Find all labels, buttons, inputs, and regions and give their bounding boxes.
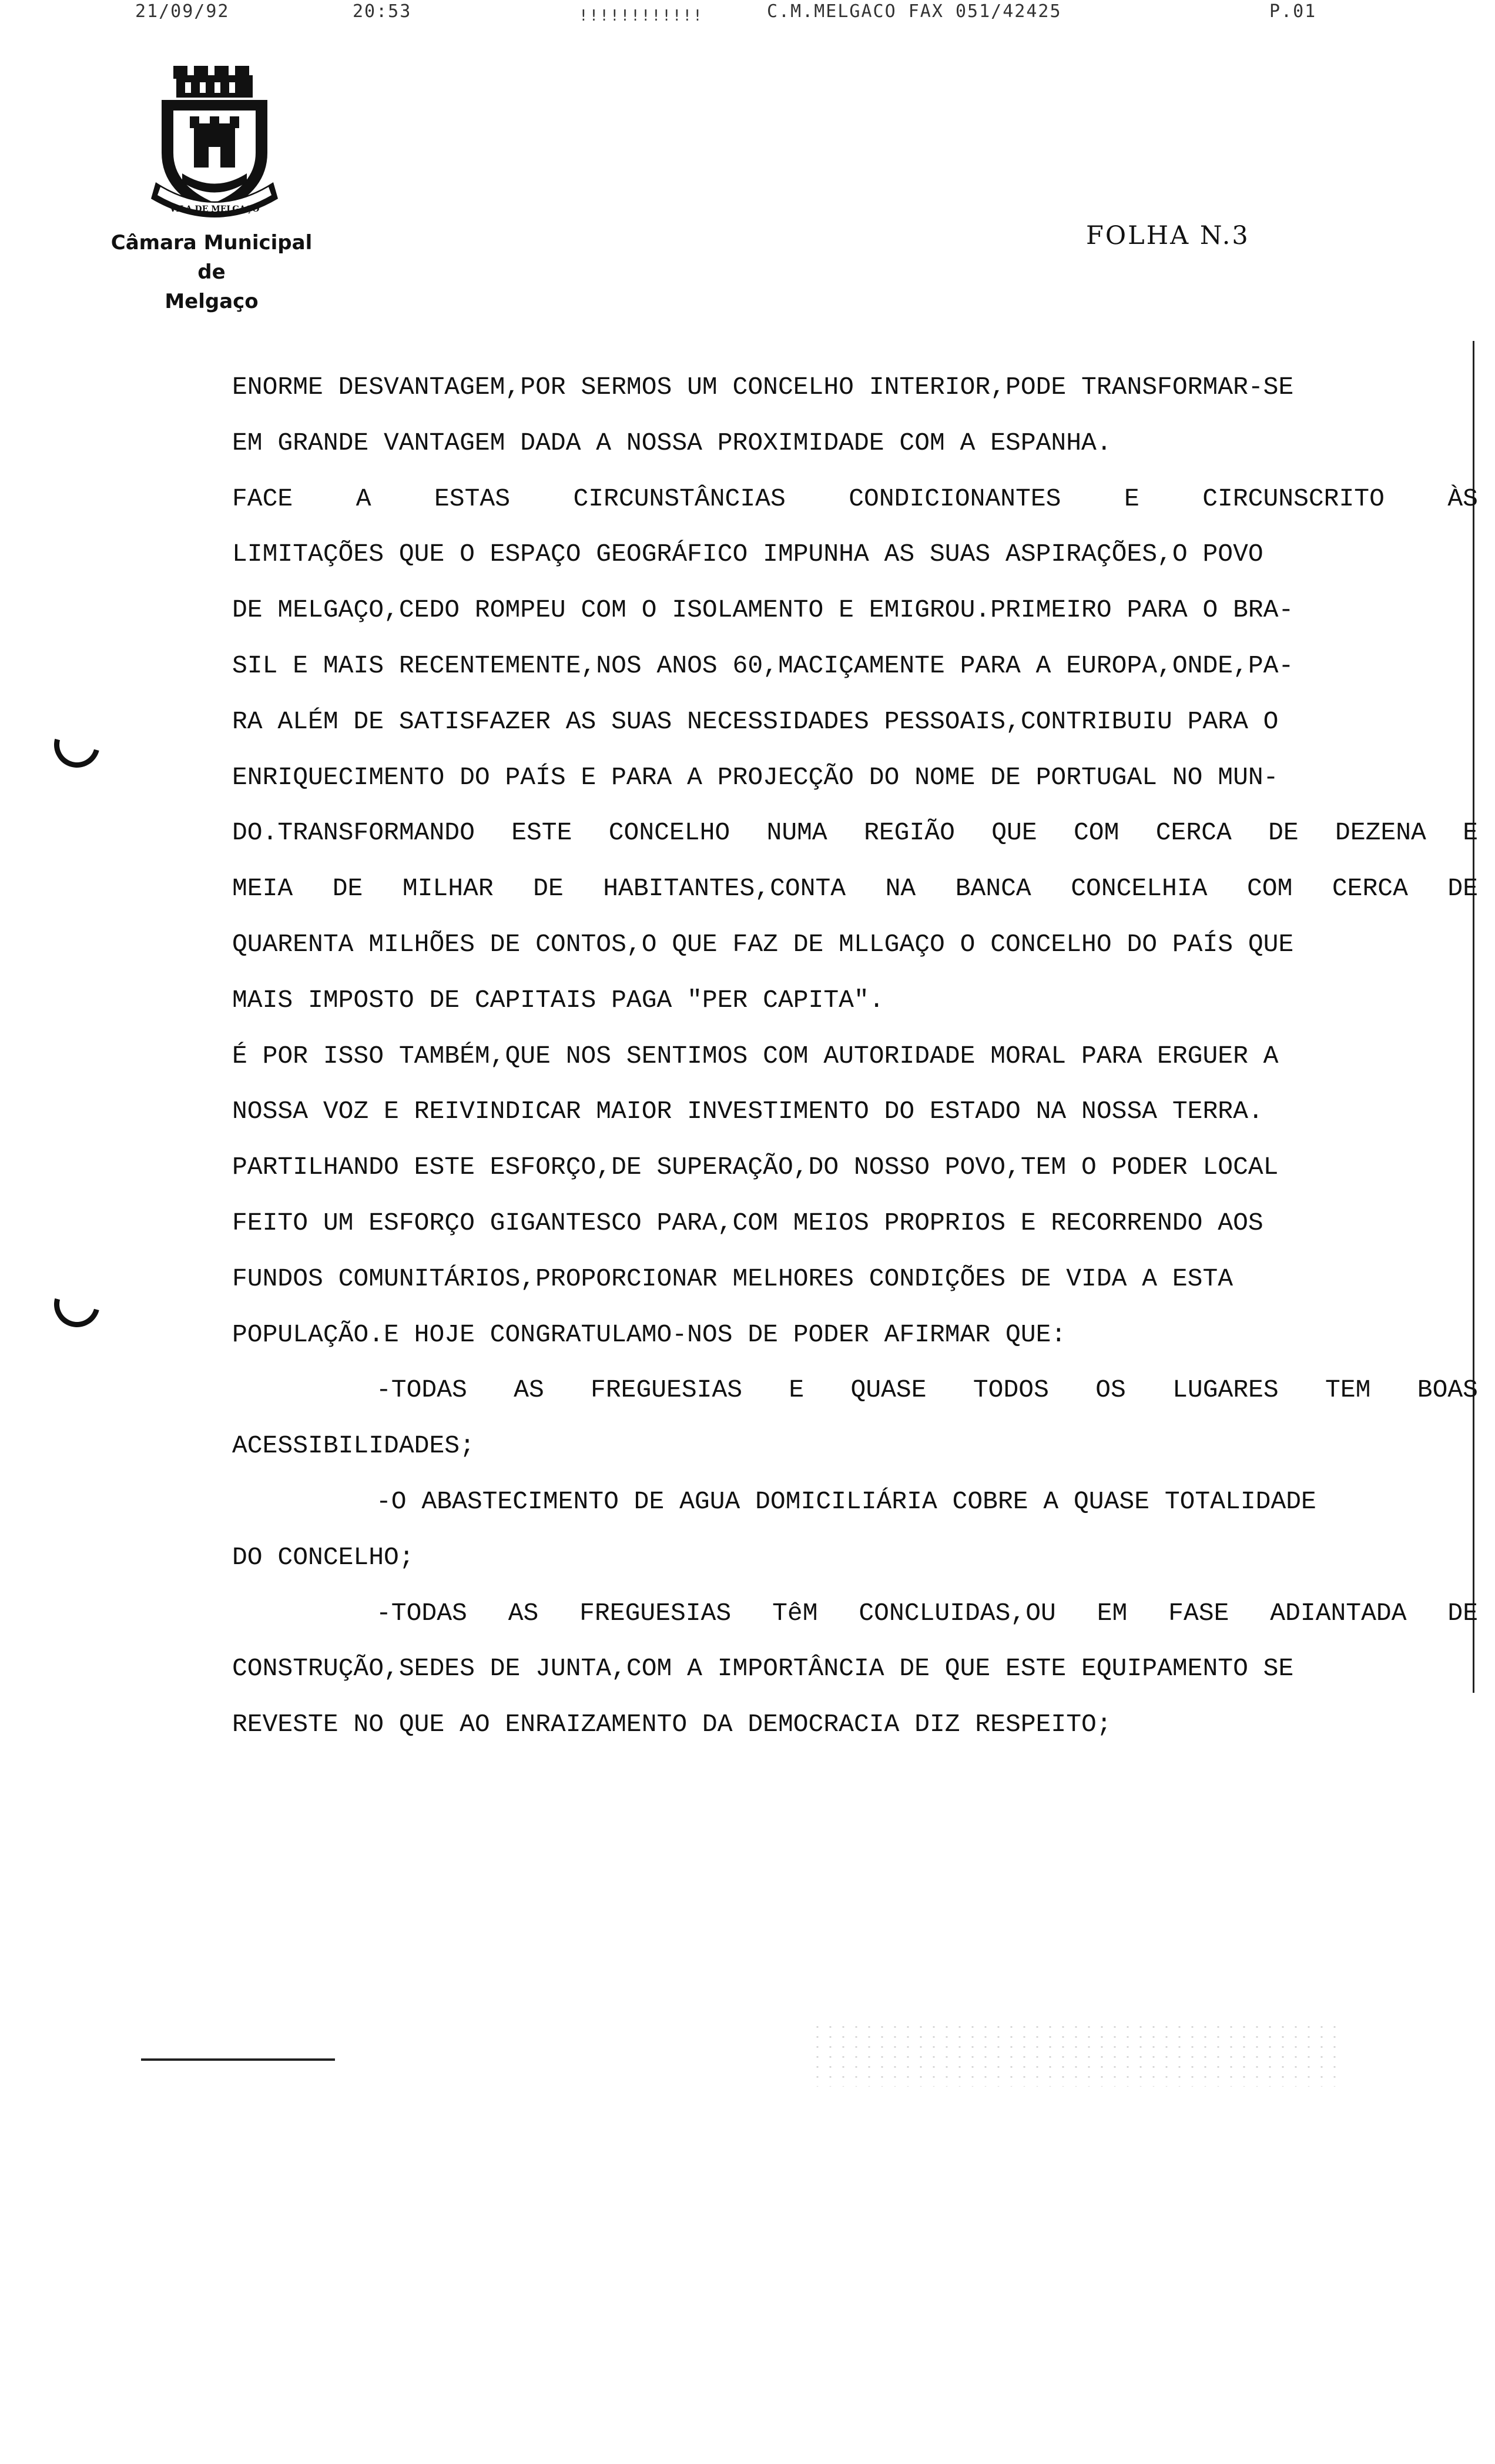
scan-noise [811, 2022, 1340, 2087]
body-line: DO CONCELHO; [232, 1542, 414, 1572]
body-line: MAIS IMPOSTO DE CAPITAIS PAGA "PER CAPITA". [232, 985, 884, 1015]
fax-page: P.01 [1269, 1, 1317, 22]
body-line: MEIA DE MILHAR DE HABITANTES,CONTA NA BANCA CONCELHIA COM CERCA DE [232, 874, 1478, 903]
body-line: FEITO UM ESFORÇO GIGANTESCO PARA,COM MEIOS PROPRIOS E RECORRENDO AOS [232, 1208, 1263, 1237]
org-name-line-2: de [197, 260, 226, 284]
body-line: EM GRANDE VANTAGEM DADA A NOSSA PROXIMIDADE COM A ESPANHA. [232, 428, 1112, 457]
fax-barcode: !!!!!!!!!!!! [579, 7, 703, 25]
body-line: DE MELGAÇO,CEDO ROMPEU COM O ISOLAMENTO E EMIGROU.PRIMEIRO PARA O BRA- [232, 595, 1294, 625]
body-line: LIMITAÇÕES QUE O ESPAÇO GEOGRÁFICO IMPUNHA AS SUAS ASPIRAÇÕES,O POVO [232, 540, 1263, 569]
punch-hole-mark [46, 714, 109, 776]
body-line: FACE A ESTAS CIRCUNSTÂNCIAS CONDICIONANTES E CIRCUNSCRITO ÀS [232, 484, 1478, 513]
fax-transmission-header [0, 0, 1495, 35]
body-line: -TODAS AS FREGUESIAS TêM CONCLUIDAS,OU EM FASE ADIANTADA DE [376, 1598, 1478, 1628]
body-line: É POR ISSO TAMBÉM,QUE NOS SENTIMOS COM AUTORIDADE MORAL PARA ERGUER A [232, 1041, 1279, 1070]
body-line: NOSSA VOZ E REIVINDICAR MAIOR INVESTIMENTO DO ESTADO NA NOSSA TERRA. [232, 1097, 1263, 1126]
letterhead-organization [88, 228, 335, 316]
body-line: -O ABASTECIMENTO DE AGUA DOMICILIÁRIA COBRE A QUASE TOTALIDADE [376, 1487, 1316, 1516]
fax-time: 20:53 [353, 1, 412, 22]
body-line: FUNDOS COMUNITÁRIOS,PROPORCIONAR MELHORES CONDIÇÕES DE VIDA A ESTA [232, 1264, 1233, 1293]
body-line: CONSTRUÇÃO,SEDES DE JUNTA,COM A IMPORTÂNCIA DE QUE ESTE EQUIPAMENTO SE [232, 1654, 1294, 1683]
body-line: PARTILHANDO ESTE ESFORÇO,DE SUPERAÇÃO,DO NOSSO POVO,TEM O PODER LOCAL [232, 1153, 1279, 1182]
org-name-line-3: Melgaço [165, 290, 259, 313]
body-line: -TODAS AS FREGUESIAS E QUASE TODOS OS LUGARES TEM BOAS [376, 1375, 1478, 1405]
body-line: ACESSIBILIDADES; [232, 1431, 475, 1461]
fax-date: 21/09/92 [135, 1, 230, 22]
fax-sender: C.M.MELGACO FAX 051/42425 [767, 1, 1062, 22]
crest-motto: VILA DE MELGAÇO [169, 205, 260, 214]
body-line: SIL E MAIS RECENTEMENTE,NOS ANOS 60,MACIÇAMENTE PARA A EUROPA,ONDE,PA- [232, 651, 1294, 680]
body-line: RA ALÉM DE SATISFAZER AS SUAS NECESSIDADES PESSOAIS,CONTRIBUIU PARA O [232, 707, 1279, 736]
org-name-line-1: Câmara Municipal [110, 231, 313, 255]
sheet-number: FOLHA N.3 [1086, 221, 1250, 250]
letter-body [232, 360, 1478, 1753]
body-line: REVESTE NO QUE AO ENRAIZAMENTO DA DEMOCRACIA DIZ RESPEITO; [232, 1710, 1112, 1739]
body-line: QUARENTA MILHÕES DE CONTOS,O QUE FAZ DE MLLGAÇO O CONCELHO DO PAÍS QUE [232, 929, 1294, 959]
body-line: DO.TRANSFORMANDO ESTE CONCELHO NUMA REGIÃO QUE COM CERCA DE DEZENA E [232, 818, 1478, 848]
footer-rule [141, 2058, 335, 2061]
body-line: ENRIQUECIMENTO DO PAÍS E PARA A PROJECÇÃO DO NOME DE PORTUGAL NO MUN- [232, 762, 1279, 792]
municipal-crest-icon [126, 65, 303, 223]
punch-hole-mark [46, 1273, 109, 1336]
body-line: ENORME DESVANTAGEM,POR SERMOS UM CONCELHO INTERIOR,PODE TRANSFORMAR-SE [232, 373, 1294, 401]
body-line: POPULAÇÃO.E HOJE CONGRATULAMO-NOS DE PODER AFIRMAR QUE: [232, 1320, 1067, 1349]
